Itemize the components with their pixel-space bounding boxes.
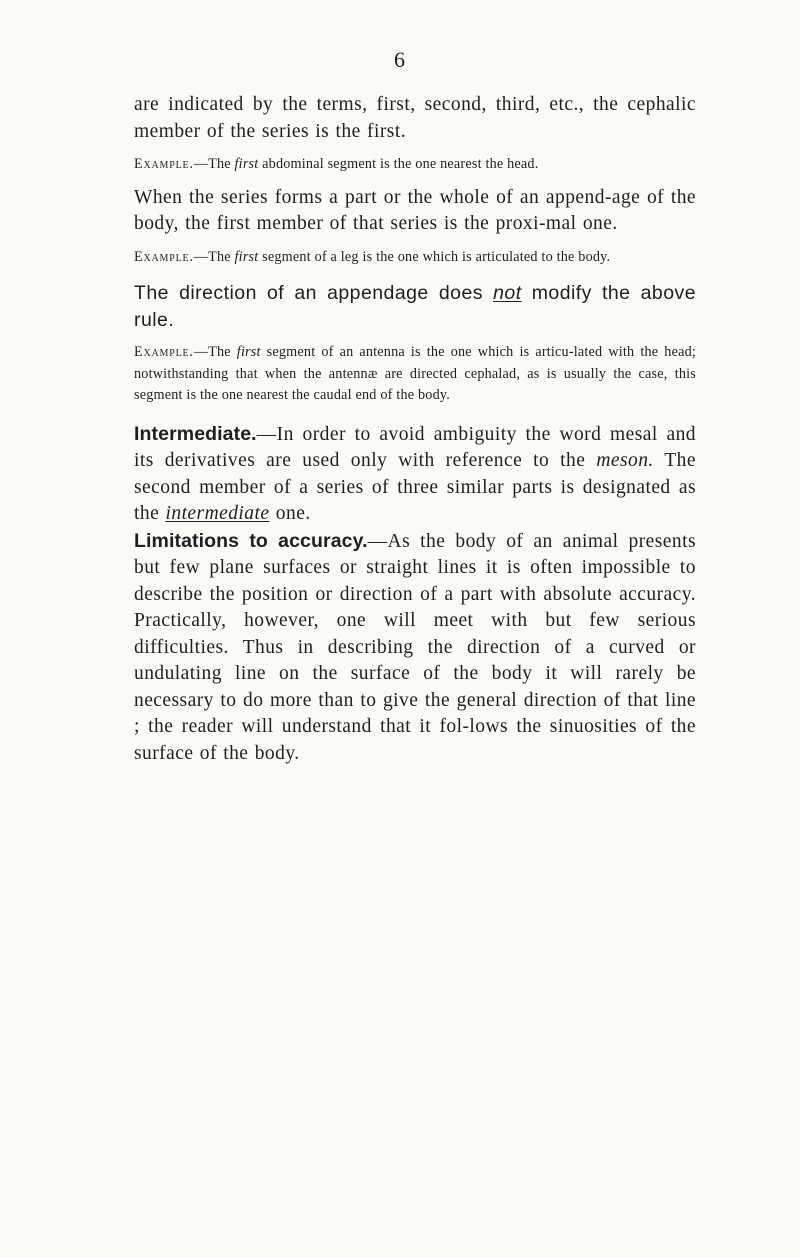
- example-text: segment of a leg is the one which is articulated to the body.: [258, 248, 611, 265]
- limitations-text: —As the body of an animal presents but few plane surfaces or straight lines it is often impossible to describe the position or direction of a part with absolute accuracy. Practically, however, one will meet with but few serious difficulties. Thus in describing the direction of a curved or undulating line on the surface of the body it will rarely be necessary to do more than to give the general direction of that line ; the reader will understand that it fol-lows the sinuosities of the surface of the body.: [134, 530, 697, 764]
- intermediate-text-3: one.: [269, 503, 311, 524]
- paragraph-direction-rule: [134, 280, 696, 333]
- body-text: [134, 92, 696, 767]
- example-dash: —The: [193, 156, 235, 172]
- example-dash: —The: [193, 248, 235, 265]
- page-number: 6: [394, 47, 406, 72]
- example-label: Example.: [134, 344, 194, 360]
- intermediate-meson-term: meson.: [596, 450, 654, 471]
- example-italic-term: first: [234, 156, 259, 172]
- example-dash: —The: [193, 344, 237, 360]
- example-italic-term: first: [236, 344, 261, 360]
- intermediate-term: intermediate: [165, 503, 270, 524]
- paragraph-appendage-series: When the series forms a part or the whole of an append-age of the body, the first member of that series is the proxi-mal one.: [134, 186, 696, 234]
- example-italic-term: first: [234, 248, 259, 265]
- section-heading-intermediate: Intermediate.: [134, 422, 257, 445]
- intermediate-text-2: The second member of a series of three similar parts is designated as the: [134, 450, 696, 524]
- section-limitations: [134, 528, 696, 768]
- example-label: Example.: [134, 156, 194, 172]
- section-intermediate: [134, 421, 696, 528]
- example-leg-segment: [134, 247, 696, 269]
- example-text: segment of an antenna is the one which is articu-lated with the head; notwithstanding that when the antennæ are directed cephalad, as is usually the case, this segment is the one nearest the caudal end of the body.: [134, 344, 697, 403]
- intermediate-text-1: —In order to avoid ambiguity the word mesal and its derivatives are used only with reference to the: [134, 423, 696, 471]
- section-heading-limitations: Limitations to accuracy.: [134, 529, 368, 552]
- example-antenna-segment: [134, 342, 696, 407]
- rule-text-before: The direction of an appendage does: [134, 282, 494, 304]
- example-label: Example.: [134, 248, 194, 265]
- paragraph-continuation: are indicated by the terms, first, second, third, etc., the cephalic member of the series is the first.: [134, 94, 696, 142]
- rule-underlined-word: not: [493, 282, 522, 304]
- rule-text-after: modify the above rule.: [134, 282, 697, 331]
- example-text: abdominal segment is the one nearest the head.: [258, 156, 539, 172]
- example-abdominal-segment: [134, 154, 696, 176]
